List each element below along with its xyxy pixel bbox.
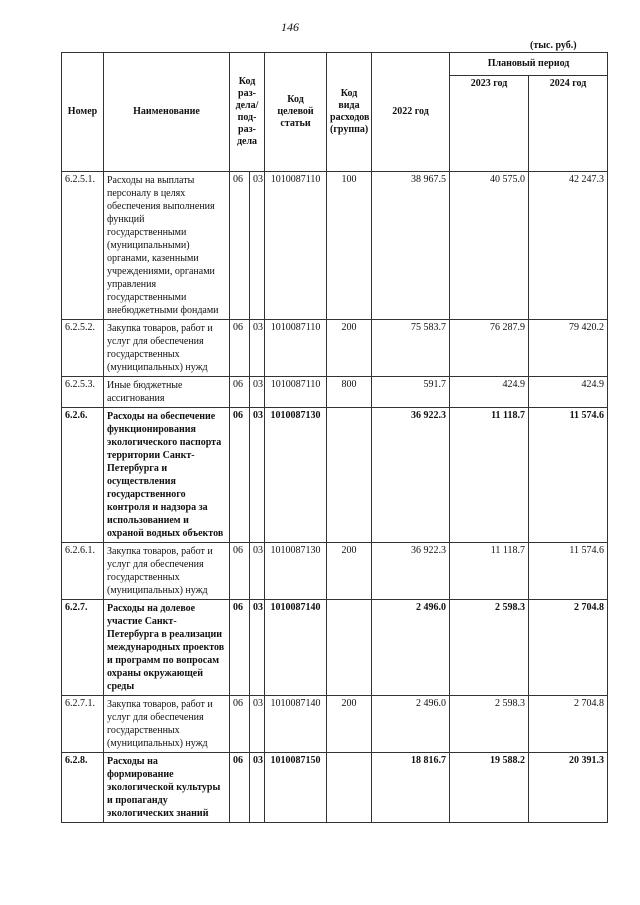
row-number: 6.2.5.3. xyxy=(62,377,104,408)
row-subsection: 03 xyxy=(250,172,265,320)
row-target-code: 1010087110 xyxy=(265,320,327,377)
row-section: 06 xyxy=(230,408,250,543)
row-value-2024: 11 574.6 xyxy=(529,543,608,600)
row-number: 6.2.7. xyxy=(62,600,104,696)
row-value-2024: 2 704.8 xyxy=(529,696,608,753)
budget-table xyxy=(61,52,608,823)
header-target: Код целевой статьи xyxy=(265,53,327,172)
row-target-code: 1010087150 xyxy=(265,753,327,823)
row-value-2023: 76 287.9 xyxy=(450,320,529,377)
row-number: 6.2.8. xyxy=(62,753,104,823)
row-value-2022: 36 922.3 xyxy=(372,543,450,600)
header-expense: Код вида расходов (группа) xyxy=(327,53,372,172)
row-expense-code xyxy=(327,600,372,696)
row-name: Расходы на долевое участие Санкт-Петербурга в реализации международных проектов и программ по вопросам охраны окружающей среды xyxy=(104,600,230,696)
row-value-2022: 75 583.7 xyxy=(372,320,450,377)
row-expense-code: 200 xyxy=(327,320,372,377)
row-number: 6.2.5.1. xyxy=(62,172,104,320)
row-value-2023: 11 118.7 xyxy=(450,408,529,543)
row-value-2022: 38 967.5 xyxy=(372,172,450,320)
header-plan-period: Плановый период xyxy=(450,53,608,76)
row-section: 06 xyxy=(230,320,250,377)
row-name: Расходы на формирование экологической культуры и пропаганду экологических знаний xyxy=(104,753,230,823)
row-subsection: 03 xyxy=(250,543,265,600)
header-number: Номер xyxy=(62,53,104,172)
row-value-2022: 591.7 xyxy=(372,377,450,408)
row-expense-code xyxy=(327,408,372,543)
row-number: 6.2.7.1. xyxy=(62,696,104,753)
row-name: Расходы на выплаты персоналу в целях обеспечения выполнения функций государственными (муниципальными) органами, казенными учреждениями, органами управления государственными внебюджетными фондами xyxy=(104,172,230,320)
row-target-code: 1010087110 xyxy=(265,172,327,320)
row-section: 06 xyxy=(230,753,250,823)
table-row xyxy=(62,753,608,823)
row-expense-code: 200 xyxy=(327,696,372,753)
row-target-code: 1010087140 xyxy=(265,600,327,696)
row-name: Иные бюджетные ассигнования xyxy=(104,377,230,408)
row-value-2022: 2 496.0 xyxy=(372,696,450,753)
row-expense-code: 200 xyxy=(327,543,372,600)
header-2023: 2023 год xyxy=(450,76,529,172)
row-value-2024: 2 704.8 xyxy=(529,600,608,696)
table-row xyxy=(62,377,608,408)
row-section: 06 xyxy=(230,600,250,696)
row-subsection: 03 xyxy=(250,377,265,408)
row-subsection: 03 xyxy=(250,408,265,543)
header-2024: 2024 год xyxy=(529,76,608,172)
row-target-code: 1010087130 xyxy=(265,408,327,543)
page-number: 146 xyxy=(281,20,299,34)
table-row xyxy=(62,600,608,696)
row-expense-code: 100 xyxy=(327,172,372,320)
row-subsection: 03 xyxy=(250,696,265,753)
table-row xyxy=(62,543,608,600)
table-row xyxy=(62,696,608,753)
row-target-code: 1010087130 xyxy=(265,543,327,600)
row-subsection: 03 xyxy=(250,753,265,823)
row-value-2024: 424.9 xyxy=(529,377,608,408)
row-value-2024: 20 391.3 xyxy=(529,753,608,823)
row-subsection: 03 xyxy=(250,320,265,377)
row-value-2024: 42 247.3 xyxy=(529,172,608,320)
table-row xyxy=(62,408,608,543)
row-name: Закупка товаров, работ и услуг для обеспечения государственных (муниципальных) нужд xyxy=(104,543,230,600)
row-value-2023: 19 588.2 xyxy=(450,753,529,823)
header-2022: 2022 год xyxy=(372,53,450,172)
row-value-2022: 18 816.7 xyxy=(372,753,450,823)
row-section: 06 xyxy=(230,543,250,600)
row-value-2023: 2 598.3 xyxy=(450,600,529,696)
header-name: Наименование xyxy=(104,53,230,172)
row-expense-code: 800 xyxy=(327,377,372,408)
row-name: Расходы на обеспечение функционирования экологического паспорта территории Санкт-Петербурга и осуществления государственного контроля и надзора за использованием и охраной водных объектов xyxy=(104,408,230,543)
row-target-code: 1010087110 xyxy=(265,377,327,408)
row-value-2024: 11 574.6 xyxy=(529,408,608,543)
table-row xyxy=(62,172,608,320)
row-value-2023: 40 575.0 xyxy=(450,172,529,320)
row-section: 06 xyxy=(230,696,250,753)
row-section: 06 xyxy=(230,172,250,320)
row-value-2022: 2 496.0 xyxy=(372,600,450,696)
row-value-2023: 2 598.3 xyxy=(450,696,529,753)
row-value-2024: 79 420.2 xyxy=(529,320,608,377)
row-subsection: 03 xyxy=(250,600,265,696)
header-section: Код раз-дела/ под-раз-дела xyxy=(230,53,265,172)
table-row xyxy=(62,320,608,377)
row-value-2023: 424.9 xyxy=(450,377,529,408)
row-value-2023: 11 118.7 xyxy=(450,543,529,600)
units-label: (тыс. руб.) xyxy=(530,40,577,51)
row-expense-code xyxy=(327,753,372,823)
row-name: Закупка товаров, работ и услуг для обеспечения государственных (муниципальных) нужд xyxy=(104,696,230,753)
row-section: 06 xyxy=(230,377,250,408)
row-name: Закупка товаров, работ и услуг для обеспечения государственных (муниципальных) нужд xyxy=(104,320,230,377)
row-value-2022: 36 922.3 xyxy=(372,408,450,543)
row-number: 6.2.6.1. xyxy=(62,543,104,600)
row-number: 6.2.5.2. xyxy=(62,320,104,377)
row-number: 6.2.6. xyxy=(62,408,104,543)
row-target-code: 1010087140 xyxy=(265,696,327,753)
